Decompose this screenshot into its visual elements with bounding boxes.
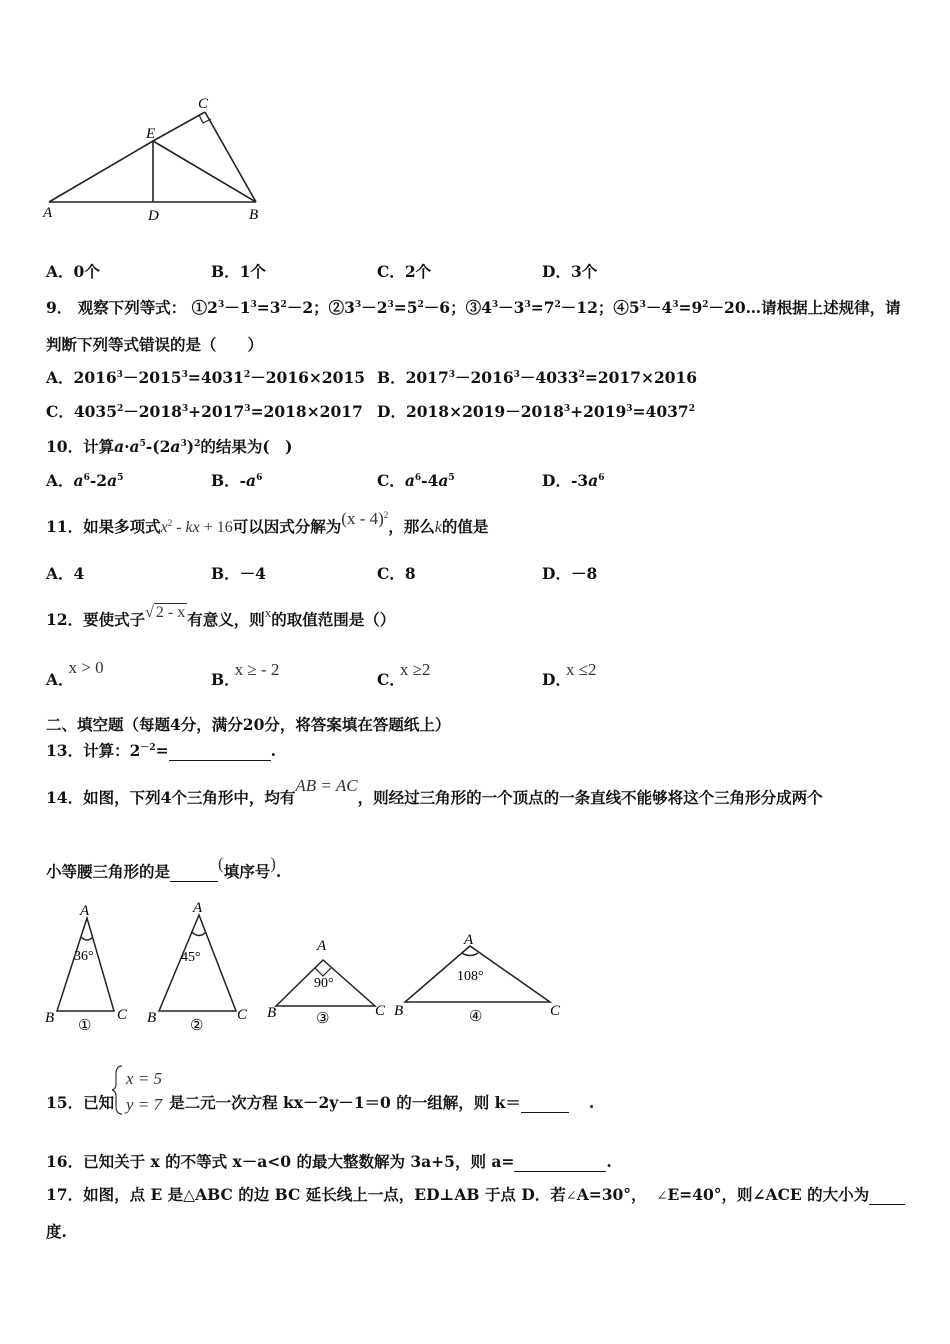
q10-option-a[interactable]: A．$a^6-2a^5$ xyxy=(46,471,124,490)
q15-eq1: x = 5 xyxy=(126,1069,163,1088)
q12-option-b[interactable]: B．x ≥ - 2 xyxy=(211,660,280,689)
t4-number: ④ xyxy=(469,1009,483,1025)
q12-option-d[interactable]: D．x ≤2 xyxy=(542,660,597,689)
label-C: C xyxy=(198,96,209,112)
q11-option-b[interactable]: B．－4 xyxy=(211,564,266,583)
q12-option-c[interactable]: C．x ≥2 xyxy=(377,660,431,689)
q16: 16．已知关于 x 的不等式 x－a<0 的最大整数解为 3a+5，则 a= . xyxy=(46,1152,612,1171)
q9-eq3: $③4^3-3^3=7^2-12$； xyxy=(465,298,614,317)
t3-label-C: C xyxy=(375,1003,386,1019)
q8-option-a[interactable]: A．0个 xyxy=(46,262,100,281)
t4-angle: 108° xyxy=(457,969,484,984)
q15-stem: 15．已知 是二元一次方程 kx－2y－1＝0 的一组解，则 k＝ . xyxy=(46,1093,595,1112)
q9-option-c[interactable]: C．$4035^2-2018^3+2017^3=2018\times 2017$ xyxy=(46,402,363,421)
t2-label-A: A xyxy=(193,900,203,916)
q9-line1: 9． 观察下列等式： $①2^3-1^3=3^2-2$；$②3^3-2^3=5^2-6$；$③4^3-3^3=7^2-12$；$④5^3-4^3=9^2-20\dots$请根据上述规律，请 xyxy=(46,298,901,317)
q11-option-c[interactable]: C．8 xyxy=(377,564,416,583)
t1-label-B: B xyxy=(45,1010,55,1026)
q10-option-b[interactable]: B．$-a^6$ xyxy=(211,471,263,490)
q13-answer-blank[interactable] xyxy=(169,741,271,761)
q16-answer-blank[interactable] xyxy=(514,1152,606,1172)
t1-number: ① xyxy=(78,1018,92,1034)
t3-angle: 90° xyxy=(314,976,334,991)
t1-label-A: A xyxy=(80,903,90,919)
q12-option-a[interactable]: A．x > 0 xyxy=(46,658,104,689)
q9-eq1: $①2^3-1^3=3^2-2$； xyxy=(191,298,329,317)
q10-option-c[interactable]: C．$a^6-4a^5$ xyxy=(377,471,455,490)
t3-label-B: B xyxy=(267,1005,277,1021)
label-E: E xyxy=(146,126,156,142)
q12-radical: √ 2 - x xyxy=(145,604,186,621)
t1-angle: 36° xyxy=(74,949,94,964)
q9-option-a[interactable]: A．$2016^3-2015^3=4031^2-2016\times 2015$ xyxy=(46,368,366,387)
t2-label-C: C xyxy=(237,1007,248,1023)
q10-option-d[interactable]: D．$-3a^6$ xyxy=(542,471,605,490)
label-B: B xyxy=(249,207,259,223)
q8-figure xyxy=(40,95,280,225)
q9-line2: 判断下列等式错误的是（ ） xyxy=(46,335,264,354)
t2-number: ② xyxy=(190,1018,204,1034)
t2-label-B: B xyxy=(147,1010,157,1026)
q9-eq2: $②3^3-2^3=5^2-6$； xyxy=(328,298,466,317)
triangle-1 xyxy=(57,918,114,1011)
label-D: D xyxy=(148,208,159,224)
q14-line2: 小等腰三角形的是 (填序号). xyxy=(46,854,282,881)
t3-label-A: A xyxy=(317,938,327,954)
q15-answer-blank[interactable] xyxy=(521,1093,569,1113)
q9-option-b[interactable]: B．$2017^3-2016^3-4033^2=2017\times 2016$ xyxy=(377,368,698,387)
q11-option-d[interactable]: D．－8 xyxy=(542,564,598,583)
q13: 13．计算：$2^{-2}=$ . xyxy=(46,741,277,760)
q15-eq2: y = 7 xyxy=(126,1095,163,1114)
q14-triangles-figure xyxy=(40,898,580,1038)
q14-line1: 14．如图，下列4个三角形中，均有AB = AC，则经过三角形的一个顶点的一条直线不能够将这个三角形分成两个 xyxy=(46,776,823,807)
q17-line1: 17．如图，点 E 是△ABC 的边 BC 延长线上一点，ED⊥AB 于点 D．若∠A=30°， ∠E=40°，则∠ACE 的大小为 xyxy=(46,1183,905,1205)
t2-angle: 45° xyxy=(181,950,201,965)
q8-option-d[interactable]: D．3个 xyxy=(542,262,598,281)
q9-eq4: $④5^3-4^3=9^2-20\dots$ xyxy=(613,298,762,317)
q17-line2: 度. xyxy=(46,1222,67,1241)
q8-option-b[interactable]: B．1个 xyxy=(211,262,266,281)
t1-label-C: C xyxy=(117,1007,128,1023)
q15-system-brace xyxy=(112,1062,172,1118)
q14-answer-blank[interactable] xyxy=(170,862,218,882)
section-2-heading: 二、填空题（每题4分，满分20分，将答案填在答题纸上） xyxy=(46,715,451,734)
q8-option-c[interactable]: C．2个 xyxy=(377,262,432,281)
t3-number: ③ xyxy=(316,1011,330,1027)
label-A: A xyxy=(43,205,53,221)
t4-label-A: A xyxy=(464,932,474,948)
t4-label-C: C xyxy=(550,1003,561,1019)
q11-stem: 11．如果多项式$x^2$ - kx + 16可以因式分解为(x - 4)$^2$，那么k的值是 xyxy=(46,509,489,536)
q9-option-d[interactable]: D．$2018\times 2019-2018^3+2019^3=4037^2$ xyxy=(377,402,695,421)
q12-stem: 12．要使式子√ 2 - x 有意义，则$^x$的取值范围是（） xyxy=(46,604,396,629)
t4-label-B: B xyxy=(394,1003,404,1019)
q10-stem: 10．计算$a\cdot a^5-(2a^3)^2$的结果为( ) xyxy=(46,437,293,456)
q17-answer-blank[interactable] xyxy=(869,1185,905,1205)
q11-option-a[interactable]: A．4 xyxy=(46,564,85,583)
